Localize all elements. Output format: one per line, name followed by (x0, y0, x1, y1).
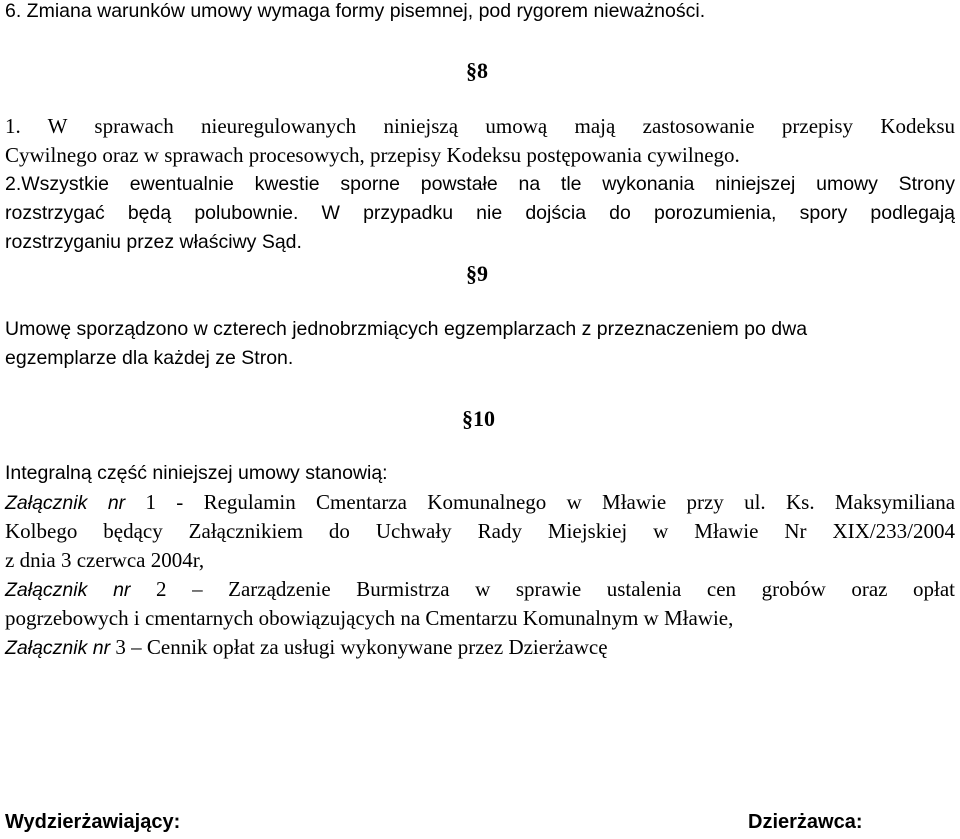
attachment-1-line-2: Kolbego będący Załącznikiem do Uchwały Rady Miejskiej w Mławie Nr XIX/233/2004 (5, 519, 955, 543)
attachment-text: - Regulamin Cmentarza Komunalnego w Mławie przy ul. Ks. Maksymiliana (176, 490, 956, 514)
attachment-1-line-3: z dnia 3 czerwca 2004r, (5, 548, 205, 572)
signature-label-lessee: Dzierżawca: (748, 811, 863, 833)
section-8-point-1-line-1: 1. W sprawach nieuregulowanych niniejszą umową mają zastosowanie przepisy Kodeksu (5, 114, 955, 138)
section-9-heading (466, 260, 488, 287)
paragraph-6-line: 6. Zmiana warunków umowy wymaga formy pisemnej, pod rygorem nieważności. (5, 0, 706, 22)
section-8-point-2-line-3: rozstrzyganiu przez właściwy Sąd. (5, 231, 302, 253)
section-symbol: § (466, 58, 477, 83)
attachment-2-line-1 (5, 576, 955, 604)
attachment-number: 3 (115, 635, 126, 659)
section-8-number: 8 (477, 58, 488, 83)
section-8-point-2-line-1: 2.Wszystkie ewentualnie kwestie sporne powstałe na tle wykonania niniejszej umowy Strony (5, 173, 955, 195)
section-9-line-2: egzemplarze dla każdej ze Stron. (5, 347, 294, 369)
section-8-heading (466, 57, 488, 84)
attachment-text: – Cennik opłat za usługi wykonywane przez Dzierżawcę (131, 635, 608, 659)
signature-label-lessor: Wydzierżawiający: (5, 811, 181, 833)
attachment-label: Załącznik nr (5, 579, 131, 601)
section-8-point-1-line-2: Cywilnego oraz w sprawach procesowych, przepisy Kodeksu postępowania cywilnego. (5, 143, 740, 167)
section-10-intro: Integralną część niniejszej umowy stanowią: (5, 462, 388, 484)
attachment-1-line-1 (5, 489, 955, 517)
section-10-heading (462, 405, 495, 432)
attachment-label: Załącznik nr (5, 492, 126, 514)
attachment-text: – Zarządzenie Burmistrza w sprawie ustalenia cen grobów oraz opłat (192, 577, 956, 601)
section-9-line-1: Umowę sporządzono w czterech jednobrzmiących egzemplarzach z przeznaczeniem po dwa (5, 318, 808, 340)
section-symbol: § (462, 406, 473, 431)
attachment-label: Załącznik nr (5, 637, 111, 659)
attachment-2-line-2: pogrzebowych i cmentarnych obowiązujących na Cmentarzu Komunalnym w Mławie, (5, 606, 734, 630)
section-8-point-2-line-2: rozstrzygać będą polubownie. W przypadku nie dojścia do porozumienia, spory podlegają (5, 202, 955, 224)
attachment-3-line-1 (5, 634, 608, 662)
section-symbol: § (466, 261, 477, 286)
section-9-number: 9 (477, 261, 488, 286)
attachment-number: 2 (156, 577, 167, 601)
attachment-number: 1 (145, 490, 156, 514)
section-10-number: 10 (473, 406, 495, 431)
